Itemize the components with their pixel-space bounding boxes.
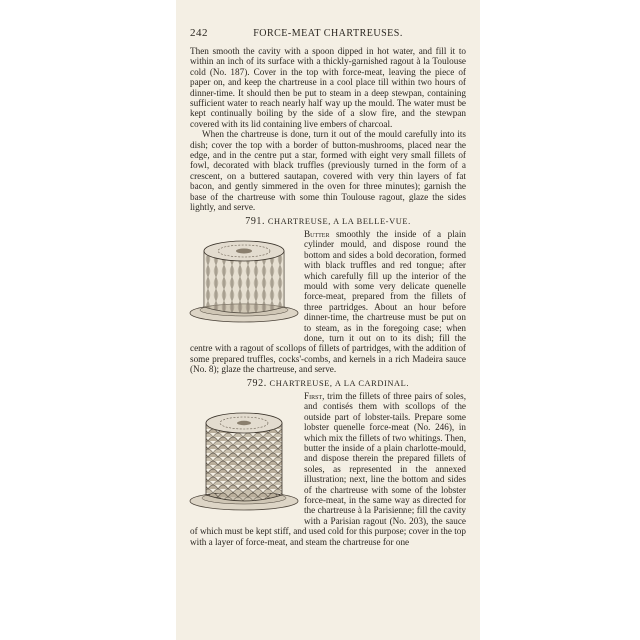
section-791-body: smoothly the inside of a plain cylinder mould, and dispose round the bottom and sides a bold decoration, formed with black truffles and red tongue; after which carefully fill up the interior of the mould with some very delicate quenelle force-meat, prepared from the fillets of three partridges. About an hour before dinner-time, the chartreuse must be put on to steam, as in the foregoing case; when done, turn it out on to its dish; fill the centre with a ragout of scollops of fillets of partridges, with the addition of some prepared truffles, cocks'-combs, and kernels in a rich Madeira sauce (No. 8); glaze the chartreuse, and serve.	[190, 228, 466, 375]
paragraph-1: Then smooth the cavity with a spoon dipped in hot water, and fill it to within an inch of its surface with a thickly-garnished ragout à la Toulouse cold (No. 187). Cover in the top with force-meat, leaving the piece of paper on, and keep the chartreuse in a cool place till within two hours of dinner-time. It should then be put to steam in a deep stewpan, containing sufficient water to reach nearly half way up the mould. The water must be kept continually boiling by the side of a slow fire, and the stewpan covered with its lid containing live embers of charcoal.	[190, 46, 466, 129]
section-792-title: CHARTREUSE, A LA CARDINAL.	[269, 378, 410, 388]
page-number: 242	[190, 27, 208, 39]
section-791-lead: Butter	[304, 228, 330, 239]
section-791-title: CHARTREUSE, A LA BELLE-VUE.	[267, 216, 411, 226]
section-791-number: 791.	[245, 215, 266, 227]
section-792-number: 792.	[246, 377, 267, 389]
cardinal-illustration	[188, 401, 300, 519]
section-792-body: , trim the fillets of three pairs of soles, and contisés them with scollops of the outside part of lobster-tails. Prepare some lobster quenelle force-meat (No. 246), in which mix the fillets of two whitings. Then, butter the inside of a plain charlotte-mould, and dispose therein the prepared fillets of soles, as represented in the annexed illustration; next, line the bottom and sides of the chartreuse with some of the lobster force-meat, in the same way as directed for the chartreuse à la Parisienne; fill the cavity with a Parisian ragout (No. 203), the sauce of which must be kept stiff, and used cold for this purpose; cover in the top with a layer of force-meat, and steam the chartreuse for one	[190, 391, 466, 547]
chartreuse-cardinal-engraving	[188, 401, 300, 519]
page-header	[190, 27, 466, 41]
text-block-top	[190, 46, 466, 547]
section-791-heading	[190, 217, 466, 227]
chartreuse-belle-vue-engraving	[188, 229, 300, 339]
paragraph-2: When the chartreuse is done, turn it out of the mould carefully into its dish; cover the top with a border of button-mushrooms, placed near the edge, and in the centre put a star, formed with eight very small fillets of fowl, decorated with black truffles (previously turned in the form of a crescent, on a buttered sautapan, covered with very thin layers of fat bacon, and gently simmered in the oven for three minutes); garnish the base of the chartreuse with some thin Toulouse ragout, glaze the sides lightly, and serve.	[190, 129, 466, 213]
running-title: FORCE-MEAT CHARTREUSES.	[253, 28, 403, 39]
section-792-heading	[190, 379, 466, 389]
belle-vue-illustration	[188, 229, 300, 339]
book-page	[176, 0, 480, 640]
section-792-lead: First	[304, 391, 323, 401]
